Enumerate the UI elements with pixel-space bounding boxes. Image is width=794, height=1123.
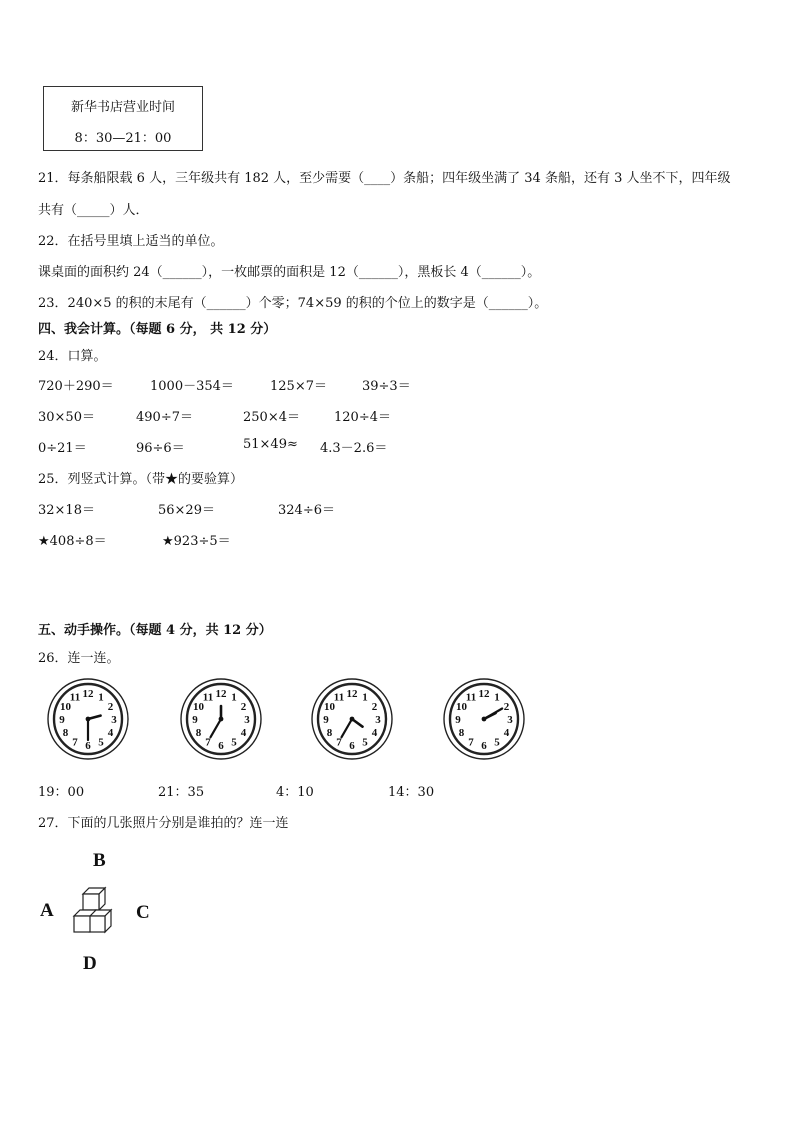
clock-numeral: 7 (72, 736, 78, 749)
clock-1 (46, 677, 130, 761)
clock-numeral: 5 (362, 736, 368, 749)
clock-numeral: 5 (494, 736, 500, 749)
clock-numeral: 4 (503, 727, 510, 739)
clock-numeral: 6 (349, 740, 355, 752)
q25-item: 324÷6＝ (278, 503, 335, 518)
clock-4 (442, 677, 526, 761)
clock-center (86, 717, 91, 722)
q22-body: 课桌面的面积约 24（______），一枚邮票的面积是 12（______），黑板长 4（______）。 (38, 265, 541, 280)
clock-numeral: 11 (465, 691, 477, 704)
q21-line1: 21．每条船限载 6 人，三年级共有 182 人，至少需要（____）条船；四年级坐满了 34 条船，还有 3 人坐不下，四年级 (38, 171, 731, 186)
q24-item: 30×50＝ (38, 410, 95, 425)
clock-2 (179, 677, 263, 761)
clock-numeral: 7 (468, 736, 474, 749)
q24-item: 120÷4＝ (334, 410, 391, 425)
minute-hand (484, 709, 502, 720)
hours-box-hours: 8：30—21：00 (74, 131, 172, 146)
time-label: 21：35 (158, 785, 205, 800)
cube-stack-figure (70, 884, 126, 940)
clock-numeral: 6 (218, 740, 224, 752)
label-a: A (40, 900, 54, 921)
clock-numeral: 12 (215, 688, 227, 700)
q25-item: 56×29＝ (158, 503, 215, 518)
q25-item: ★408÷8＝ (38, 534, 107, 549)
q24-item: 96÷6＝ (136, 441, 185, 456)
clock-numeral: 12 (82, 688, 94, 700)
clock-numeral: 9 (59, 714, 65, 726)
clock-numeral: 3 (375, 714, 381, 726)
clock-numeral: 10 (455, 701, 467, 713)
q25-item: ★923÷5＝ (162, 534, 231, 549)
clock-center (482, 717, 487, 722)
q24-item: 4.3－2.6＝ (320, 441, 388, 456)
clock-numeral: 7 (336, 736, 342, 749)
q24-item: 0÷21＝ (38, 441, 87, 456)
clock-numeral: 4 (107, 727, 114, 739)
clock-numeral: 2 (503, 701, 510, 713)
label-d: D (83, 953, 97, 974)
q24-item: 490÷7＝ (136, 410, 193, 425)
section-4-heading: 四、我会计算。（每题 6 分， 共 12 分） (38, 322, 277, 337)
clock-numeral: 11 (69, 691, 81, 704)
clock-numeral: 4 (240, 727, 247, 739)
hours-box (43, 86, 203, 151)
q25-title: 25．列竖式计算。（带★的要验算） (38, 472, 244, 487)
clock-numeral: 4 (371, 727, 378, 739)
clock-numeral: 9 (192, 714, 198, 726)
clock-numeral: 1 (494, 691, 500, 704)
clock-numeral: 7 (205, 736, 211, 749)
clock-numeral: 3 (507, 714, 513, 726)
q26-title: 26．连一连。 (38, 651, 120, 666)
q24-item: 250×4＝ (243, 410, 300, 425)
clock-numeral: 8 (326, 727, 333, 739)
clock-numeral: 2 (107, 701, 114, 713)
clock-numeral: 2 (240, 701, 247, 713)
clock-numeral: 11 (333, 691, 345, 704)
clock-numeral: 1 (98, 691, 104, 704)
q24-item: 1000－354＝ (150, 379, 234, 394)
hours-box-title: 新华书店营业时间 (70, 100, 175, 115)
clock-center (350, 717, 355, 722)
q25-item: 32×18＝ (38, 503, 95, 518)
clock-numeral: 11 (202, 691, 214, 704)
clock-numeral: 5 (231, 736, 237, 749)
clock-center (219, 717, 224, 722)
clock-numeral: 9 (455, 714, 461, 726)
q24-item: 39÷3＝ (362, 379, 411, 394)
clock-numeral: 12 (346, 688, 358, 700)
q21-line2: 共有（_____）人． (38, 203, 149, 218)
q24-item: 51×49≈ (243, 437, 298, 452)
clock-numeral: 3 (111, 714, 117, 726)
clock-numeral: 1 (362, 691, 368, 704)
time-label: 4：10 (276, 785, 314, 800)
clock-numeral: 1 (231, 691, 237, 704)
clock-numeral: 5 (98, 736, 104, 749)
q24-item: 720＋290＝ (38, 379, 114, 394)
clock-numeral: 3 (244, 714, 250, 726)
clock-numeral: 9 (323, 714, 329, 726)
label-b: B (93, 850, 106, 871)
clock-numeral: 10 (323, 701, 335, 713)
minute-hand (342, 719, 353, 737)
q23-text: 23．240×5 的积的末尾有（______）个零；74×59 的积的个位上的数字是（______）。 (38, 296, 548, 311)
clock-numeral: 2 (371, 701, 378, 713)
time-label: 19：00 (38, 785, 85, 800)
minute-hand (211, 719, 222, 737)
q24-title: 24．口算。 (38, 349, 107, 364)
q24-item: 125×7＝ (270, 379, 327, 394)
clock-numeral: 10 (59, 701, 71, 713)
clock-numeral: 8 (195, 727, 202, 739)
label-c: C (136, 902, 150, 923)
section-5-heading: 五、动手操作。（每题 4 分，共 12 分） (38, 623, 272, 638)
clock-numeral: 12 (478, 688, 490, 700)
clock-numeral: 6 (481, 740, 487, 752)
clock-numeral: 10 (192, 701, 204, 713)
q27-title: 27．下面的几张照片分别是谁拍的？连一连 (38, 816, 289, 831)
q22-title: 22．在括号里填上适当的单位。 (38, 234, 224, 249)
time-label: 14：30 (388, 785, 435, 800)
clock-numeral: 6 (85, 740, 91, 752)
clock-3 (310, 677, 394, 761)
clock-numeral: 8 (62, 727, 69, 739)
clock-numeral: 8 (458, 727, 465, 739)
